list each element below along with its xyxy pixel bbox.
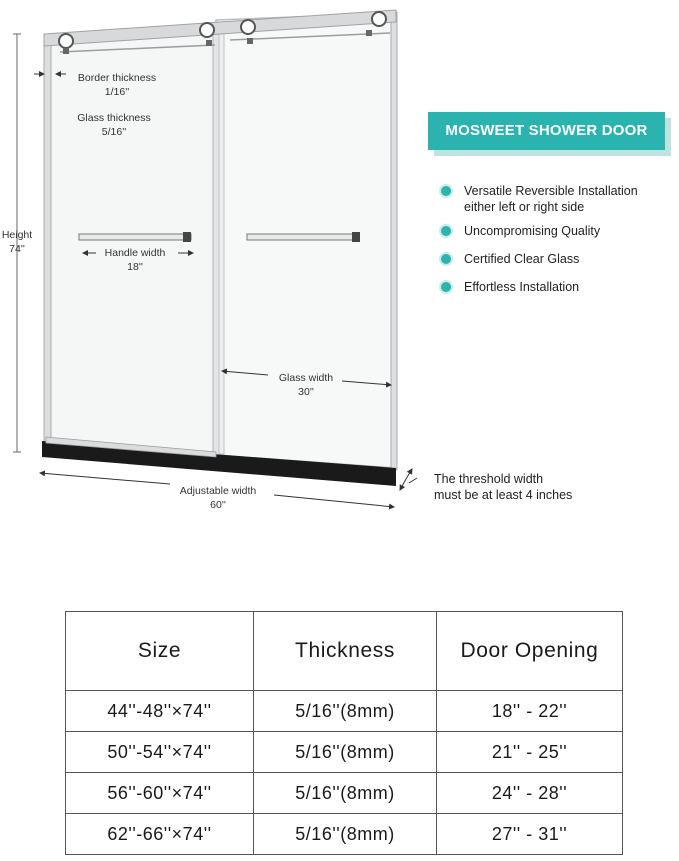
table-row	[66, 814, 623, 855]
banner-title: MOSWEET SHOWER DOOR	[428, 112, 665, 150]
table-header-row	[66, 612, 623, 691]
right-handle	[247, 234, 359, 240]
table-row	[66, 691, 623, 732]
right-frame	[391, 12, 397, 470]
product-banner	[428, 112, 671, 156]
header-size: Size	[66, 612, 254, 691]
cell-door-opening: 27'' - 31''	[437, 814, 623, 855]
feature-list	[441, 183, 676, 295]
bullet-icon	[441, 254, 451, 264]
left-frame	[44, 36, 51, 444]
height-label: Height 74''	[1, 229, 33, 255]
glass-thickness-label: Glass thickness 5/16''	[77, 112, 151, 138]
bullet-icon	[441, 282, 451, 292]
cell-door-opening: 21'' - 25''	[437, 732, 623, 773]
cell-size: 44''-48''×74''	[66, 691, 254, 732]
cell-thickness: 5/16''(8mm)	[254, 691, 437, 732]
feature-item: Versatile Reversible Installation either left or right side	[441, 183, 676, 215]
cell-thickness: 5/16''(8mm)	[254, 814, 437, 855]
bullet-icon	[441, 186, 451, 196]
table-row	[66, 732, 623, 773]
cell-door-opening: 24'' - 28''	[437, 773, 623, 814]
cell-door-opening: 18'' - 22''	[437, 691, 623, 732]
glass-width-label: Glass width 30''	[278, 372, 334, 398]
size-spec-table	[65, 611, 623, 855]
feature-item: Certified Clear Glass	[441, 251, 676, 267]
adjustable-width-label: Adjustable width 60''	[179, 485, 257, 511]
header-door-opening: Door Opening	[437, 612, 623, 691]
cell-size: 50''-54''×74''	[66, 732, 254, 773]
feature-item: Uncompromising Quality	[441, 223, 676, 239]
table-row	[66, 773, 623, 814]
handle-width-label: Handle width 18''	[104, 247, 166, 273]
border-thickness-label: Border thickness 1/16''	[77, 72, 157, 98]
roller-icon	[59, 34, 73, 48]
feature-item: Effortless Installation	[441, 279, 676, 295]
left-handle	[79, 234, 191, 240]
header-thickness: Thickness	[254, 612, 437, 691]
bullet-icon	[441, 226, 451, 236]
cell-thickness: 5/16''(8mm)	[254, 773, 437, 814]
cell-size: 56''-60''×74''	[66, 773, 254, 814]
cell-size: 62''-66''×74''	[66, 814, 254, 855]
cell-thickness: 5/16''(8mm)	[254, 732, 437, 773]
threshold-note: The threshold width must be at least 4 inches	[434, 472, 573, 502]
